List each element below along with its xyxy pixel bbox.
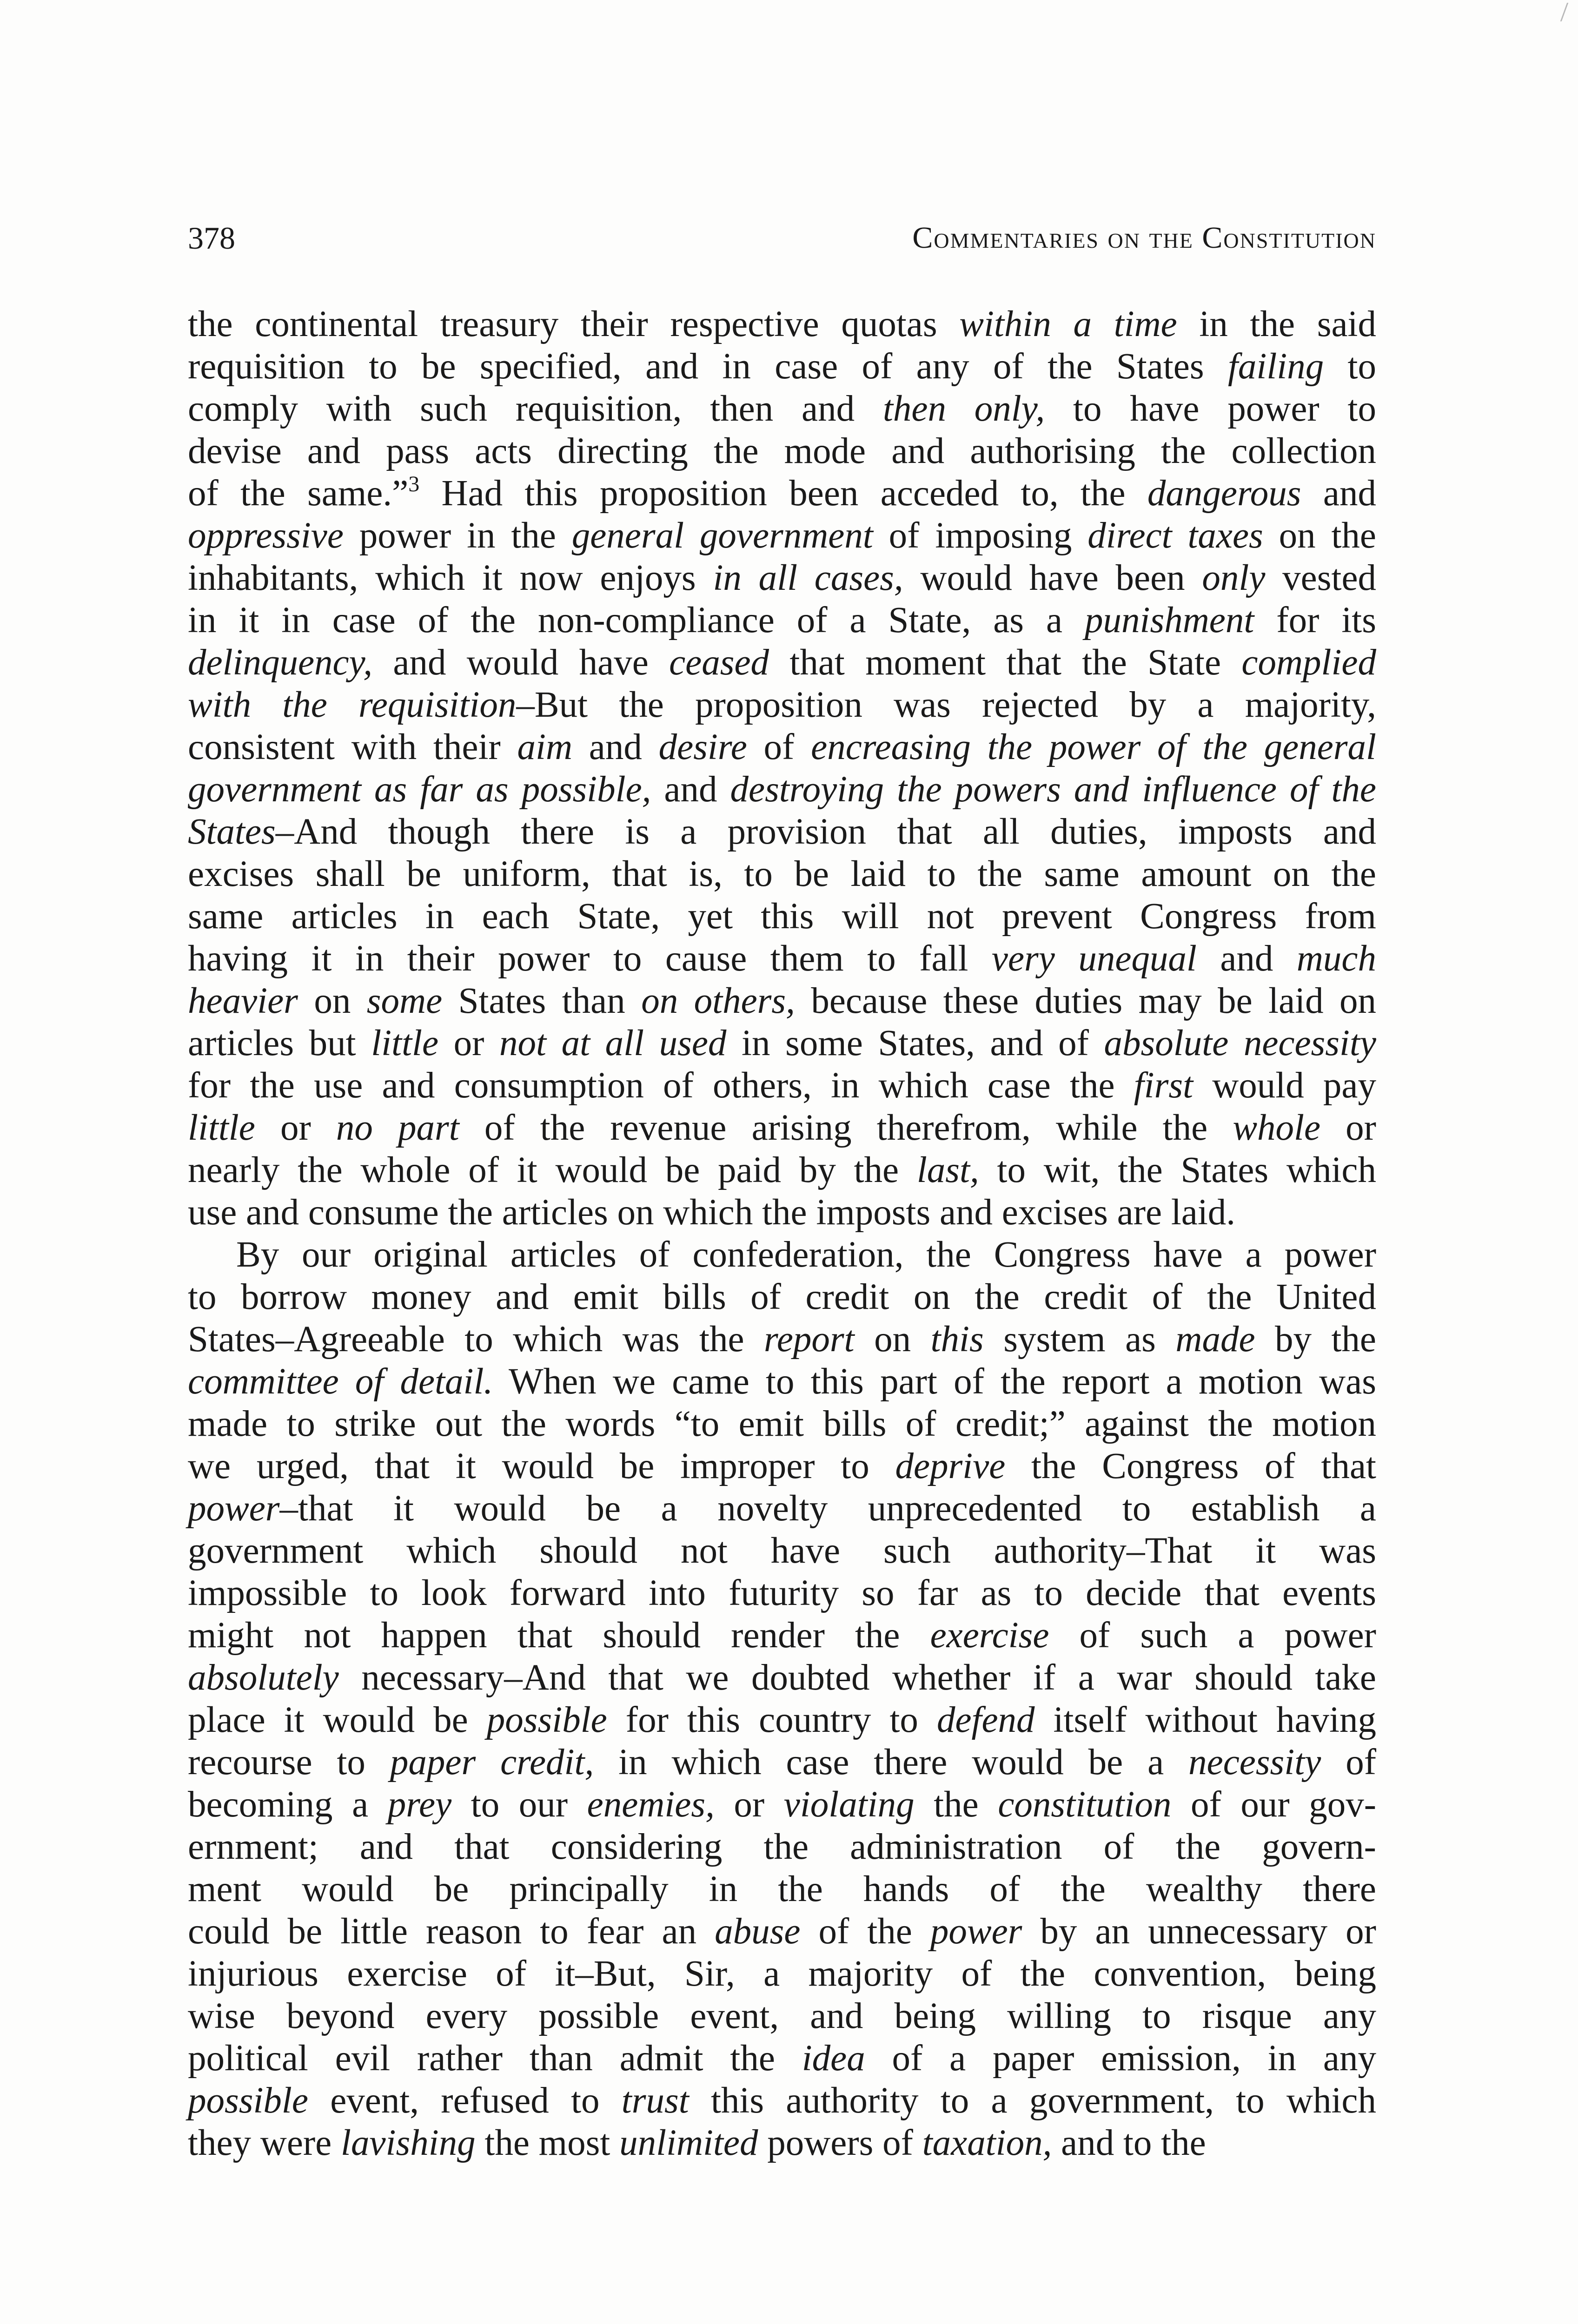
text-line: government which should not have such authority–That it was xyxy=(188,1531,1376,1571)
body-text xyxy=(188,303,1376,2164)
italic-text: on others, xyxy=(641,981,795,1021)
text-line: nearly the whole of it would be paid by the last, to wit, the States which xyxy=(188,1150,1376,1190)
text-line: consistent with their aim and desire of encreasing the power of the general xyxy=(188,727,1376,767)
italic-text: exercise xyxy=(930,1615,1049,1656)
italic-text: unlimited xyxy=(619,2123,758,2163)
italic-text: paper credit, xyxy=(390,1742,594,1783)
italic-text: trust xyxy=(621,2080,689,2121)
text-line: delinquency, and would have ceased that moment that the State complied xyxy=(188,642,1376,683)
italic-text: desire xyxy=(658,727,747,767)
text-line: States–Agreeable to which was the report on this system as made by the xyxy=(188,1319,1376,1360)
text-line: possible event, refused to trust this authority to a government, to which xyxy=(188,2080,1376,2121)
italic-text: very unequal xyxy=(991,938,1197,979)
italic-text: power xyxy=(930,1911,1022,1952)
italic-text: taxation, xyxy=(922,2123,1052,2163)
italic-text: little xyxy=(188,1108,255,1148)
text-line: the continental treasury their respective quotas within a time in the said xyxy=(188,304,1377,344)
text-line: might not happen that should render the exercise of such a power xyxy=(188,1615,1376,1656)
text-line: government as far as possible, and destroying the powers and influence of the xyxy=(188,769,1376,810)
italic-text: within a time xyxy=(959,304,1177,344)
italic-text: abuse xyxy=(715,1911,801,1952)
italic-text: little xyxy=(371,1023,439,1063)
italic-text: with the requisition xyxy=(188,685,517,725)
italic-text: this xyxy=(930,1319,984,1360)
text-line: for the use and consumption of others, in which case the first would pay xyxy=(188,1065,1376,1106)
text-line: wise beyond every possible event, and being willing to risque any xyxy=(188,1996,1376,2036)
running-title: Commentaries on the Constitution xyxy=(912,221,1376,255)
italic-text: committee of detail. xyxy=(188,1361,493,1402)
text-line: little or no part of the revenue arising therefrom, while the whole or xyxy=(188,1108,1376,1148)
italic-text: idea xyxy=(802,2038,865,2079)
text-line: we urged, that it would be improper to deprive the Congress of that xyxy=(188,1446,1376,1486)
italic-text: enemies, xyxy=(587,1784,715,1825)
italic-text: first xyxy=(1134,1065,1193,1106)
text-line: political evil rather than admit the idea of a paper emission, in any xyxy=(188,2038,1376,2079)
text-line: ment would be principally in the hands of the wealthy there xyxy=(188,1869,1376,1909)
text-line: use and consume the articles on which the imposts and excises are laid. xyxy=(188,1192,1236,1233)
italic-text: lavishing xyxy=(341,2123,476,2163)
italic-text: absolute necessity xyxy=(1104,1023,1376,1063)
text-line: becoming a prey to our enemies, or violating the constitution of our gov- xyxy=(188,1784,1377,1825)
text-line: devise and pass acts directing the mode and authorising the collection xyxy=(188,431,1376,471)
text-line: place it would be possible for this country to defend itself without having xyxy=(188,1700,1377,1740)
italic-text: in all cases, xyxy=(713,558,903,598)
italic-text: power xyxy=(188,1488,280,1529)
paragraph xyxy=(188,1234,1376,2164)
text-line: with the requisition–But the proposition was rejected by a majority, xyxy=(188,685,1376,725)
italic-text: punishment xyxy=(1085,600,1254,640)
page-number: 378 xyxy=(188,220,235,256)
italic-text: dangerous xyxy=(1147,473,1301,514)
text-line: oppressive power in the general government of imposing direct taxes on the xyxy=(188,515,1376,556)
text-line: impossible to look forward into futurity so far as to decide that events xyxy=(188,1573,1376,1613)
italic-text: encreasing the power of the general xyxy=(811,727,1376,767)
italic-text: report xyxy=(764,1319,855,1360)
text-line: could be little reason to fear an abuse of the power by an unnecessary or xyxy=(188,1911,1376,1952)
text-line: of the same.”$^3$ Had this proposition been acceded to, the dangerous and xyxy=(188,472,1376,514)
text-line: States–And though there is a provision that all duties, imposts and xyxy=(188,812,1376,852)
italic-text: direct taxes xyxy=(1087,515,1263,556)
italic-text: not at all used xyxy=(499,1023,727,1063)
italic-text: deprive xyxy=(895,1446,1006,1486)
text-line: By our original articles of confederation, the Congress have a power xyxy=(236,1235,1376,1275)
italic-text: made xyxy=(1175,1319,1255,1360)
italic-text: oppressive xyxy=(188,515,344,556)
italic-text: heavier xyxy=(188,981,298,1021)
italic-text: some xyxy=(366,981,443,1021)
italic-text: possible xyxy=(486,1700,607,1740)
text-line: comply with such requisition, then and then only, to have power to xyxy=(188,389,1376,429)
italic-text: last, xyxy=(916,1150,979,1190)
italic-text: prey xyxy=(387,1784,452,1825)
text-line: same articles in each State, yet this will not prevent Congress from xyxy=(188,896,1376,937)
italic-text: ceased xyxy=(669,642,769,683)
corner-pencil-mark xyxy=(1554,3,1569,21)
text-line: requisition to be specified, and in case of any of the States failing to xyxy=(188,346,1376,387)
text-line: heavier on some States than on others, because these duties may be laid on xyxy=(188,981,1377,1021)
text-line: in it in case of the non-compliance of a State, as a punishment for its xyxy=(188,600,1376,640)
italic-text: States xyxy=(188,812,276,852)
text-line: they were lavishing the most unlimited powers of taxation, and to the xyxy=(188,2123,1206,2163)
text-line: committee of detail. When we came to this part of the report a motion was xyxy=(188,1361,1376,1402)
text-line: to borrow money and emit bills of credit on the credit of the United xyxy=(188,1277,1376,1317)
italic-text: absolutely xyxy=(188,1657,339,1698)
italic-text: general government xyxy=(571,515,873,556)
italic-text: constitution xyxy=(998,1784,1172,1825)
italic-text: then only, xyxy=(882,389,1045,429)
italic-text: destroying the powers and influence of the xyxy=(730,769,1376,810)
text-line: power–that it would be a novelty unprecedented to establish a xyxy=(188,1488,1376,1529)
text-line: having it in their power to cause them to fall very unequal and much xyxy=(188,938,1376,979)
italic-text: whole xyxy=(1233,1108,1321,1148)
text-line: injurious exercise of it–But, Sir, a majority of the convention, being xyxy=(188,1954,1376,1994)
page-header xyxy=(188,215,1376,261)
footnote-marker: 3 xyxy=(408,472,420,496)
text-line: ernment; and that considering the administration of the govern- xyxy=(188,1827,1376,1867)
italic-text: defend xyxy=(936,1700,1035,1740)
italic-text: government as far as possible, xyxy=(188,769,651,810)
text-line: made to strike out the words “to emit bills of credit;” against the motion xyxy=(188,1404,1376,1444)
italic-text: delinquency, xyxy=(188,642,373,683)
italic-text: possible xyxy=(188,2080,308,2121)
italic-text: failing xyxy=(1227,346,1324,387)
text-line: excises shall be uniform, that is, to be laid to the same amount on the xyxy=(188,854,1376,894)
italic-text: violating xyxy=(783,1784,915,1825)
italic-text: no part xyxy=(336,1108,459,1148)
italic-text: much xyxy=(1296,938,1376,979)
text-line: articles but little or not at all used in some States, and of absolute necessity xyxy=(188,1023,1376,1063)
italic-text: only xyxy=(1202,558,1266,598)
paragraph xyxy=(188,303,1376,1234)
italic-text: necessity xyxy=(1188,1742,1321,1783)
text-line: recourse to paper credit, in which case there would be a necessity of xyxy=(188,1742,1377,1783)
text-line: absolutely necessary–And that we doubted whether if a war should take xyxy=(188,1657,1376,1698)
italic-text: complied xyxy=(1241,642,1376,683)
italic-text: aim xyxy=(517,727,572,767)
text-line: inhabitants, which it now enjoys in all cases, would have been only vested xyxy=(188,558,1377,598)
